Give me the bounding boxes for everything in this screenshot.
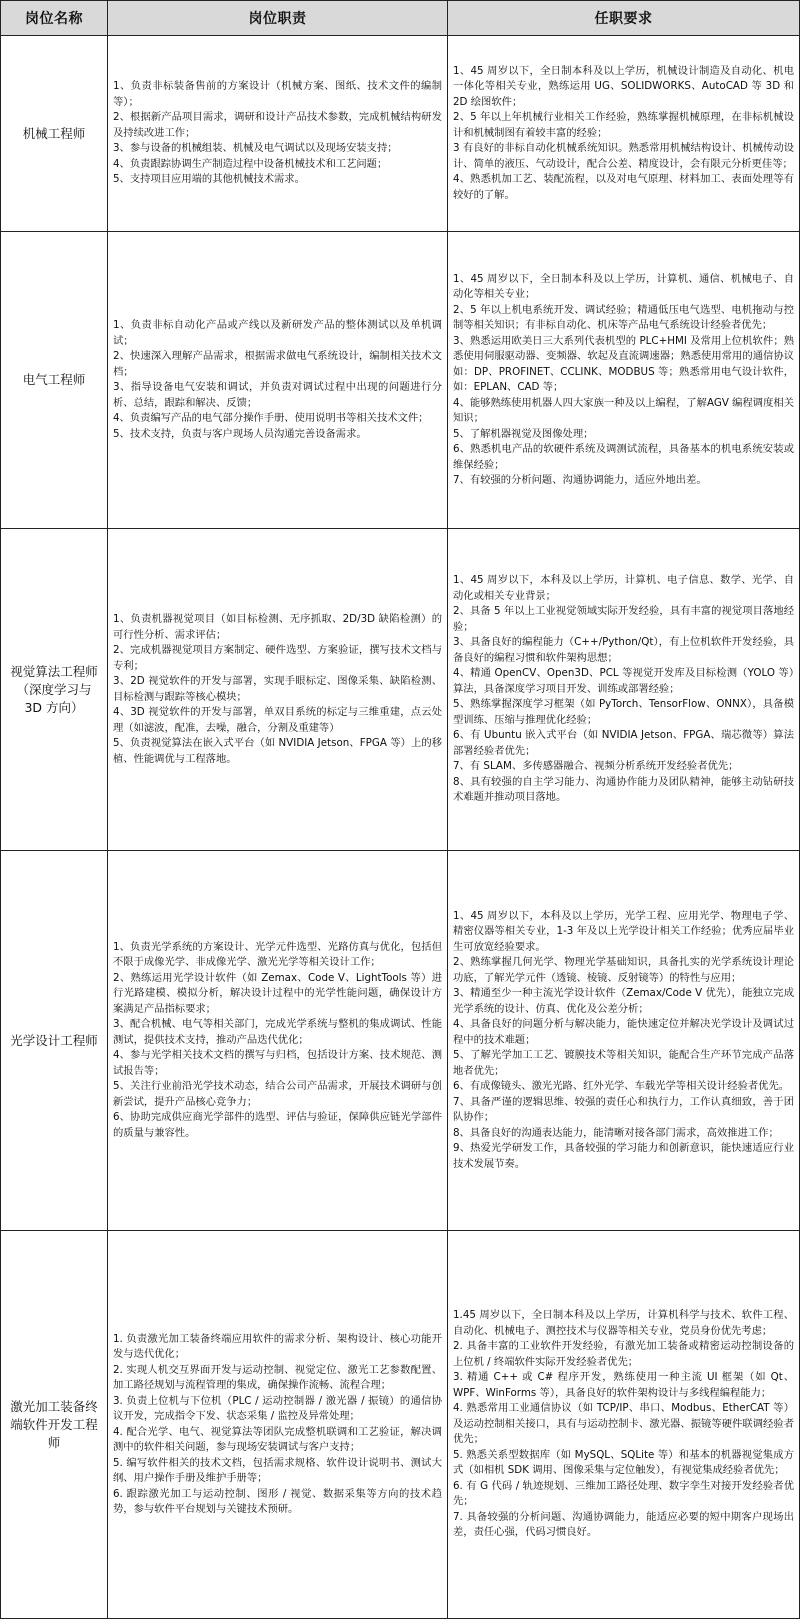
- requirement-item: 9、热爱光学研发工作，具备较强的学习能力和创新意识，能快速适应行业技术发展节奏。: [453, 1142, 794, 1170]
- duties-cell: [108, 232, 448, 529]
- requirement-item: 8、具备良好的沟通表达能力，能清晰对接各部门需求，高效推进工作；: [453, 1126, 779, 1139]
- table-row: [1, 851, 800, 1231]
- requirement-item: 4. 熟悉常用工业通信协议（如 TCP/IP、串口、Modbus、EtherCAT 等）及运动控制相关接口，具有与运动控制卡、激光器、振镜等硬件联调经验者优先；: [453, 1402, 794, 1446]
- position-name: 电气工程师: [1, 232, 108, 529]
- duties-cell: [108, 1231, 448, 1619]
- duties-cell: [108, 851, 448, 1231]
- requirement-item: 1、45 周岁以下，本科及以上学历，光学工程、应用光学、物理电子学、精密仪器等相关专业，1-3 年及以上光学设计相关工作经验；优秀应届毕业生可放宽经验要求。: [453, 909, 794, 953]
- duty-item: 6. 跟踪激光加工与运动控制、图形 / 视觉、数据采集等方向的技术趋势，参与软件平台规划与关键技术预研。: [113, 1487, 442, 1515]
- requirement-item: 3. 精通 C++ 或 C# 程序开发，熟练使用一种主流 UI 框架（如 Qt、WPF、WinForms 等），具备良好的软件架构设计与多线程编程能力；: [453, 1371, 794, 1399]
- requirement-item: 4、能够熟练使用机器人四大家族一种及以上编程，了解AGV 编程调度相关知识；: [453, 396, 794, 424]
- requirement-item: 3、具备良好的编程能力（C++/Python/Qt），有上位机软件开发经验，具备良好的编程习惯和软件架构思想；: [453, 636, 794, 664]
- duty-item: 4. 配合光学、电气、视觉算法等团队完成整机联调和工艺验证，解决调测中的软件相关问题，参与现场安装调试与客户支持；: [113, 1425, 442, 1453]
- requirement-item: 8、具有较强的自主学习能力、沟通协作能力及团队精神，能够主动钻研技术难题并推动项目落地。: [453, 775, 794, 804]
- header-row: [1, 1, 800, 36]
- header-position-name: 岗位名称: [1, 1, 108, 36]
- requirement-item: 5. 熟悉关系型数据库（如 MySQL、SQLite 等）和基本的机器视觉集成方式（如相机 SDK 调用、图像采集与定位触发），有视觉集成经验者优先；: [453, 1448, 794, 1477]
- requirement-item: 4、具备良好的问题分析与解决能力，能快速定位并解决光学设计及调试过程中的技术难题；: [453, 1018, 794, 1046]
- requirement-item: 7. 具备较强的分析问题、沟通协调能力，能适应必要的短中期客户现场出差，责任心强，代码习惯良好。: [453, 1510, 794, 1539]
- duty-item: 1、负责光学系统的方案设计、光学元件选型、光路仿真与优化，包括但不限于成像光学、非成像光学、激光光学等相关设计工作；: [113, 940, 442, 969]
- duty-item: 4、3D 视觉软件的开发与部署，单双目系统的标定与三维重建，点云处理（如滤波，配准，去噪，融合，分割及重建等）: [113, 706, 442, 734]
- requirement-item: 6、熟悉机电产品的软硬件系统及调测试流程，具备基本的机电系统安装或维保经验；: [453, 443, 794, 471]
- duty-item: 1. 负责激光加工装备终端应用软件的需求分析、架构设计、核心功能开发与迭代优化；: [113, 1332, 442, 1360]
- duty-item: 3. 负责上位机与下位机（PLC / 运动控制器 / 激光器 / 振镜）的通信协议开发，完成指令下发、状态采集 / 监控及异常处理；: [113, 1394, 442, 1422]
- requirements-cell: [448, 529, 800, 851]
- requirement-item: 7、具备严谨的逻辑思维、较强的责任心和执行力，工作认真细致，善于团队协作；: [453, 1095, 794, 1124]
- duty-item: 1、负责非标装备售前的方案设计（机械方案、图纸、技术文件的编制等）；: [113, 80, 442, 108]
- duty-item: 4、参与光学相关技术文档的撰写与归档，包括设计方案、技术规范、测试报告等；: [113, 1049, 442, 1077]
- duty-item: 2. 实现人机交互界面开发与运动控制、视觉定位、激光工艺参数配置、加工路径规划与流程管理的集成，确保操作流畅、流程合理；: [113, 1363, 442, 1391]
- duty-item: 2、根据新产品项目需求，调研和设计产品技术参数，完成机械结构研发及持续改进工作；: [113, 111, 442, 139]
- position-name: 机械工程师: [1, 36, 108, 232]
- requirements-cell: [448, 1231, 800, 1619]
- requirement-item: 1、45 周岁以下，全日制本科及以上学历，计算机、通信、机械电子、自动化等相关专业；: [453, 272, 794, 300]
- requirement-item: 3、精通至少一种主流光学设计软件（Zemax/Code V 优先），能独立完成光学系统的设计、仿真、优化及公差分析；: [453, 987, 794, 1015]
- duty-item: 5、支持项目应用端的其他机械技术需求。: [113, 173, 305, 186]
- requirement-item: 6、有成像镜头、激光光路、红外光学、车载光学等相关设计经验者优先。: [453, 1080, 790, 1093]
- duty-item: 3、指导设备电气安装和调试，并负责对调试过程中出现的问题进行分析、总结，跟踪和解决、反馈；: [113, 381, 442, 409]
- requirements-cell: [448, 36, 800, 232]
- position-name: 光学设计工程师: [1, 851, 108, 1231]
- duty-item: 1、负责机器视觉项目（如目标检测、无序抓取、2D/3D 缺陷检测）的可行性分析、需求评估；: [113, 613, 442, 641]
- requirements-cell: [448, 851, 800, 1231]
- requirement-item: 2、5 年以上机电系统开发、调试经验；精通低压电气选型、电机拖动与控制等相关知识；有非标自动化、机床等产品电气系统设计经验者优先；: [453, 303, 794, 331]
- header-duties: 岗位职责: [108, 1, 448, 36]
- duty-item: 5、技术支持，负责与客户现场人员沟通完善设备需求。: [113, 427, 367, 440]
- requirement-item: 7、有较强的分析问题、沟通协调能力，适应外地出差。: [453, 474, 707, 486]
- duty-item: 4、负责跟踪协调生产制造过程中设备机械技术和工艺问题；: [113, 157, 388, 170]
- requirement-item: 1、45 周岁以下，全日制本科及以上学历，机械设计制造及自动化、机电一体化等相关专业，熟练运用 UG、SOLIDWORKS、AutoCAD 等 3D 和 2D 绘图软件；: [453, 64, 794, 108]
- requirement-item: 5、了解光学加工工艺、镀膜技术等相关知识，能配合生产环节完成产品落地者优先；: [453, 1049, 794, 1077]
- duty-item: 2、完成机器视觉项目方案制定、硬件选型、方案验证，撰写技术文档与专利；: [113, 644, 442, 672]
- header-requirements: 任职要求: [448, 1, 800, 36]
- duty-item: 5. 编写软件相关的技术文档，包括需求规格、软件设计说明书、测试大纲、用户操作手册及维护手册等；: [113, 1456, 442, 1484]
- requirement-item: 1.45 周岁以下，全日制本科及以上学历，计算机科学与技术、软件工程、自动化、机械电子、测控技术与仪器等相关专业，党员身份优先考虑；: [453, 1309, 794, 1337]
- requirement-item: 2. 具备丰富的工业软件开发经验，有激光加工装备或精密运动控制设备的上位机 / 终端软件实际开发经验者优先；: [453, 1340, 794, 1368]
- duty-item: 3、配合机械、电气等相关部门，完成光学系统与整机的集成调试、性能测试，提供技术支持，推动产品迭代优化；: [113, 1018, 442, 1046]
- duties-cell: [108, 36, 448, 232]
- position-name: 视觉算法工程师（深度学习与 3D 方向）: [1, 529, 108, 851]
- duty-item: 5、关注行业前沿光学技术动态，结合公司产品需求，开展技术调研与创新尝试，提升产品核心竞争力；: [113, 1080, 442, 1108]
- duty-item: 1、负责非标自动化产品或产线以及新研发产品的整体测试以及单机调试；: [113, 319, 442, 347]
- duty-item: 4、负责编写产品的电气部分操作手册、使用说明书等相关技术文件；: [113, 412, 429, 424]
- requirement-item: 5、熟练掌握深度学习框架（如 PyTorch、TensorFlow、ONNX），具备模型训练、压缩与推理优化经验；: [453, 698, 794, 726]
- table-row: [1, 1231, 800, 1619]
- requirement-item: 2、熟练掌握几何光学、物理光学基础知识，具备扎实的光学系统设计理论功底，了解光学元件（透镜、棱镜、反射镜等）的特性与应用；: [453, 956, 794, 984]
- requirements-cell: [448, 232, 800, 529]
- requirement-item: 2、5 年以上年机械行业相关工作经验，熟练掌握机械原理，在非标机械设计和机械制图有着较丰富的经验；: [453, 111, 794, 139]
- duty-item: 3、2D 视觉软件的开发与部署，实现手眼标定、图像采集、缺陷检测、目标检测与跟踪等核心模块；: [113, 675, 442, 703]
- requirement-item: 6. 有 G 代码 / 轨迹规划、三维加工路径处理、数字孪生对接开发经验者优先；: [453, 1479, 794, 1508]
- duty-item: 6、协助完成供应商光学部件的选型、评估与验证，保障供应链光学部件的质量与兼容性。: [113, 1111, 442, 1139]
- requirement-item: 1、45 周岁以下，本科及以上学历，计算机、电子信息、数学、光学、自动化或相关专业背景；: [453, 574, 794, 602]
- duty-item: 2、快速深入理解产品需求，根据需求做电气系统设计，编制相关技术文档；: [113, 350, 442, 378]
- requirement-item: 3、熟悉运用欧美日三大系列代表机型的 PLC+HMI 及常用上位机软件；熟悉使用伺服驱动器、变频器、软起及直流调速器；熟悉使用常用的通信协议如：DP、PROFINET、CCLINK、MODBUS 等；熟悉常用电气设计软件，如：EPLAN、CAD 等；: [453, 334, 794, 393]
- table-row: [1, 529, 800, 851]
- requirement-item: 2、具备 5 年以上工业视觉领域实际开发经验，具有丰富的视觉项目落地经验；: [453, 605, 794, 633]
- requirement-item: 5、了解机器视觉及图像处理；: [453, 427, 594, 440]
- duties-cell: [108, 529, 448, 851]
- requirement-item: 6、有 Ubuntu 嵌入式平台（如 NVIDIA Jetson、FPGA、瑞芯微等）算法部署经验者优先；: [453, 729, 794, 757]
- requirement-item: 3 有良好的非标自动化机械系统知识。熟悉常用机械结构设计、机械传动设计、简单的液压、气动设计，配合公差、精度设计，会有限元分析更佳等；: [453, 142, 794, 170]
- position-name: 激光加工装备终端软件开发工程师: [1, 1231, 108, 1619]
- requirement-item: 4、精通 OpenCV、Open3D、PCL 等视觉开发库及目标检测（YOLO 等）算法，具备深度学习项目开发、训练或部署经验；: [453, 667, 794, 695]
- requirement-item: 7、有 SLAM、多传感器融合、视频分析系统开发经验者优先；: [453, 760, 739, 773]
- requirement-item: 4、熟悉机加工艺、装配流程，以及对电气原理、材料加工、表面处理等有较好的了解。: [453, 173, 794, 201]
- duty-item: 3、参与设备的机械组装、机械及电气调试以及现场安装支持；: [113, 142, 398, 155]
- duty-item: 2、熟练运用光学设计软件（如 Zemax、Code V、LightTools 等）进行光路建模、模拟分析，解决设计过程中的光学性能问题，确保设计方案满足产品指标要求；: [113, 971, 442, 1015]
- duty-item: 5、负责视觉算法在嵌入式平台（如 NVIDIA Jetson、FPGA 等）上的移植、性能调优与工程落地。: [113, 737, 442, 765]
- table-row: [1, 232, 800, 529]
- table-row: [1, 36, 800, 232]
